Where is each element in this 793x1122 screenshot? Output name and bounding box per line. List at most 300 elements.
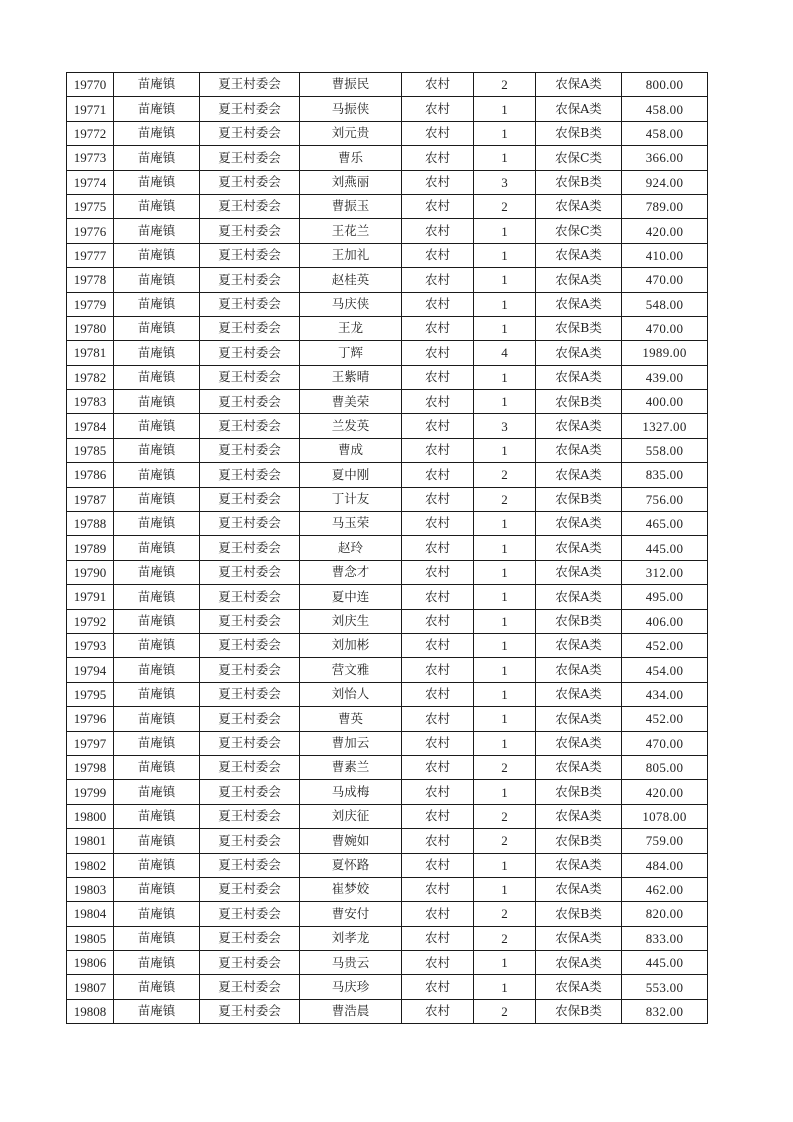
record-id-cell: 19798 — [67, 755, 114, 779]
person-name-cell: 曹念才 — [300, 560, 402, 584]
person-name-cell: 刘庆征 — [300, 804, 402, 828]
person-name-cell: 刘元贵 — [300, 121, 402, 145]
household-count-cell: 1 — [474, 853, 536, 877]
area-type-cell: 农村 — [402, 707, 474, 731]
amount-cell: 420.00 — [622, 219, 708, 243]
area-type-cell: 农村 — [402, 755, 474, 779]
village-committee-cell: 夏王村委会 — [200, 316, 300, 340]
table-row — [67, 731, 708, 755]
table-row — [67, 877, 708, 901]
household-count-cell: 1 — [474, 512, 536, 536]
town-cell: 苗庵镇 — [114, 219, 200, 243]
record-id-cell: 19793 — [67, 633, 114, 657]
area-type-cell: 农村 — [402, 243, 474, 267]
amount-cell: 420.00 — [622, 780, 708, 804]
table-row — [67, 463, 708, 487]
town-cell: 苗庵镇 — [114, 243, 200, 267]
person-name-cell: 曹安付 — [300, 902, 402, 926]
amount-cell: 470.00 — [622, 316, 708, 340]
person-name-cell: 马成梅 — [300, 780, 402, 804]
village-committee-cell: 夏王村委会 — [200, 975, 300, 999]
household-count-cell: 1 — [474, 146, 536, 170]
record-id-cell: 19799 — [67, 780, 114, 804]
town-cell: 苗庵镇 — [114, 438, 200, 462]
village-committee-cell: 夏王村委会 — [200, 707, 300, 731]
amount-cell: 312.00 — [622, 560, 708, 584]
town-cell: 苗庵镇 — [114, 829, 200, 853]
insurance-category-cell: 农保A类 — [536, 633, 622, 657]
household-count-cell: 3 — [474, 414, 536, 438]
household-count-cell: 1 — [474, 316, 536, 340]
insurance-category-cell: 农保A类 — [536, 97, 622, 121]
record-id-cell: 19779 — [67, 292, 114, 316]
area-type-cell: 农村 — [402, 146, 474, 170]
village-committee-cell: 夏王村委会 — [200, 999, 300, 1023]
table-row — [67, 975, 708, 999]
area-type-cell: 农村 — [402, 390, 474, 414]
table-row — [67, 609, 708, 633]
insurance-category-cell: 农保B类 — [536, 902, 622, 926]
insurance-category-cell: 农保A类 — [536, 585, 622, 609]
town-cell: 苗庵镇 — [114, 121, 200, 145]
person-name-cell: 曹美荣 — [300, 390, 402, 414]
insurance-category-cell: 农保A类 — [536, 560, 622, 584]
village-committee-cell: 夏王村委会 — [200, 951, 300, 975]
table-row — [67, 341, 708, 365]
village-committee-cell: 夏王村委会 — [200, 536, 300, 560]
amount-cell: 1989.00 — [622, 341, 708, 365]
village-committee-cell: 夏王村委会 — [200, 487, 300, 511]
amount-cell: 452.00 — [622, 707, 708, 731]
person-name-cell: 夏中连 — [300, 585, 402, 609]
person-name-cell: 王紫晴 — [300, 365, 402, 389]
person-name-cell: 马庆侠 — [300, 292, 402, 316]
village-committee-cell: 夏王村委会 — [200, 194, 300, 218]
table-row — [67, 853, 708, 877]
amount-cell: 924.00 — [622, 170, 708, 194]
record-id-cell: 19801 — [67, 829, 114, 853]
household-count-cell: 2 — [474, 902, 536, 926]
area-type-cell: 农村 — [402, 633, 474, 657]
town-cell: 苗庵镇 — [114, 999, 200, 1023]
household-count-cell: 1 — [474, 536, 536, 560]
person-name-cell: 夏怀路 — [300, 853, 402, 877]
table-row — [67, 97, 708, 121]
insurance-category-cell: 农保B类 — [536, 316, 622, 340]
insurance-category-cell: 农保A类 — [536, 731, 622, 755]
amount-cell: 434.00 — [622, 682, 708, 706]
table-row — [67, 268, 708, 292]
record-id-cell: 19804 — [67, 902, 114, 926]
person-name-cell: 刘加彬 — [300, 633, 402, 657]
town-cell: 苗庵镇 — [114, 755, 200, 779]
area-type-cell: 农村 — [402, 560, 474, 584]
person-name-cell: 曹素兰 — [300, 755, 402, 779]
household-count-cell: 1 — [474, 365, 536, 389]
person-name-cell: 马贵云 — [300, 951, 402, 975]
town-cell: 苗庵镇 — [114, 170, 200, 194]
household-count-cell: 1 — [474, 877, 536, 901]
amount-cell: 458.00 — [622, 97, 708, 121]
village-committee-cell: 夏王村委会 — [200, 365, 300, 389]
amount-cell: 445.00 — [622, 536, 708, 560]
insurance-category-cell: 农保A类 — [536, 512, 622, 536]
area-type-cell: 农村 — [402, 268, 474, 292]
table-row — [67, 365, 708, 389]
amount-cell: 406.00 — [622, 609, 708, 633]
person-name-cell: 曹婉如 — [300, 829, 402, 853]
record-id-cell: 19802 — [67, 853, 114, 877]
record-id-cell: 19790 — [67, 560, 114, 584]
area-type-cell: 农村 — [402, 853, 474, 877]
area-type-cell: 农村 — [402, 97, 474, 121]
village-committee-cell: 夏王村委会 — [200, 658, 300, 682]
person-name-cell: 刘孝龙 — [300, 926, 402, 950]
household-count-cell: 1 — [474, 780, 536, 804]
record-id-cell: 19783 — [67, 390, 114, 414]
record-id-cell: 19785 — [67, 438, 114, 462]
amount-cell: 454.00 — [622, 658, 708, 682]
village-committee-cell: 夏王村委会 — [200, 292, 300, 316]
table-row — [67, 512, 708, 536]
record-id-cell: 19774 — [67, 170, 114, 194]
insurance-category-cell: 农保A类 — [536, 536, 622, 560]
household-count-cell: 2 — [474, 463, 536, 487]
area-type-cell: 农村 — [402, 731, 474, 755]
village-committee-cell: 夏王村委会 — [200, 560, 300, 584]
village-committee-cell: 夏王村委会 — [200, 268, 300, 292]
person-name-cell: 曹振民 — [300, 73, 402, 97]
insurance-category-cell: 农保A类 — [536, 755, 622, 779]
village-committee-cell: 夏王村委会 — [200, 146, 300, 170]
village-committee-cell: 夏王村委会 — [200, 682, 300, 706]
amount-cell: 410.00 — [622, 243, 708, 267]
table-row — [67, 121, 708, 145]
household-count-cell: 2 — [474, 194, 536, 218]
town-cell: 苗庵镇 — [114, 292, 200, 316]
area-type-cell: 农村 — [402, 219, 474, 243]
insurance-category-cell: 农保B类 — [536, 170, 622, 194]
town-cell: 苗庵镇 — [114, 804, 200, 828]
amount-cell: 470.00 — [622, 268, 708, 292]
insurance-category-cell: 农保B类 — [536, 609, 622, 633]
record-id-cell: 19787 — [67, 487, 114, 511]
insurance-category-cell: 农保A类 — [536, 707, 622, 731]
town-cell: 苗庵镇 — [114, 877, 200, 901]
person-name-cell: 曹乐 — [300, 146, 402, 170]
household-count-cell: 1 — [474, 951, 536, 975]
village-committee-cell: 夏王村委会 — [200, 414, 300, 438]
record-id-cell: 19784 — [67, 414, 114, 438]
person-name-cell: 刘怡人 — [300, 682, 402, 706]
insurance-category-cell: 农保A类 — [536, 365, 622, 389]
table-row — [67, 414, 708, 438]
household-count-cell: 1 — [474, 658, 536, 682]
area-type-cell: 农村 — [402, 292, 474, 316]
insurance-category-cell: 农保A类 — [536, 658, 622, 682]
table-row — [67, 194, 708, 218]
table-row — [67, 243, 708, 267]
insurance-category-cell: 农保A类 — [536, 268, 622, 292]
area-type-cell: 农村 — [402, 341, 474, 365]
area-type-cell: 农村 — [402, 804, 474, 828]
record-id-cell: 19782 — [67, 365, 114, 389]
area-type-cell: 农村 — [402, 487, 474, 511]
area-type-cell: 农村 — [402, 170, 474, 194]
amount-cell: 789.00 — [622, 194, 708, 218]
person-name-cell: 曹振玉 — [300, 194, 402, 218]
town-cell: 苗庵镇 — [114, 707, 200, 731]
person-name-cell: 刘燕丽 — [300, 170, 402, 194]
record-id-cell: 19796 — [67, 707, 114, 731]
insurance-category-cell: 农保A类 — [536, 877, 622, 901]
village-committee-cell: 夏王村委会 — [200, 219, 300, 243]
village-committee-cell: 夏王村委会 — [200, 829, 300, 853]
area-type-cell: 农村 — [402, 536, 474, 560]
amount-cell: 756.00 — [622, 487, 708, 511]
village-committee-cell: 夏王村委会 — [200, 804, 300, 828]
amount-cell: 800.00 — [622, 73, 708, 97]
household-count-cell: 1 — [474, 585, 536, 609]
town-cell: 苗庵镇 — [114, 463, 200, 487]
record-id-cell: 19771 — [67, 97, 114, 121]
town-cell: 苗庵镇 — [114, 365, 200, 389]
person-name-cell: 兰发英 — [300, 414, 402, 438]
person-name-cell: 马振侠 — [300, 97, 402, 121]
household-count-cell: 1 — [474, 390, 536, 414]
insurance-category-cell: 农保A类 — [536, 438, 622, 462]
amount-cell: 458.00 — [622, 121, 708, 145]
area-type-cell: 农村 — [402, 682, 474, 706]
person-name-cell: 马庆珍 — [300, 975, 402, 999]
amount-cell: 1327.00 — [622, 414, 708, 438]
household-count-cell: 2 — [474, 73, 536, 97]
insurance-category-cell: 农保A类 — [536, 341, 622, 365]
insurance-category-cell: 农保B类 — [536, 829, 622, 853]
person-name-cell: 曹浩晨 — [300, 999, 402, 1023]
household-count-cell: 3 — [474, 170, 536, 194]
record-id-cell: 19808 — [67, 999, 114, 1023]
insurance-category-cell: 农保A类 — [536, 194, 622, 218]
amount-cell: 366.00 — [622, 146, 708, 170]
table-row — [67, 487, 708, 511]
household-count-cell: 2 — [474, 999, 536, 1023]
person-name-cell: 崔梦姣 — [300, 877, 402, 901]
area-type-cell: 农村 — [402, 780, 474, 804]
table-row — [67, 707, 708, 731]
insurance-category-cell: 农保A类 — [536, 975, 622, 999]
person-name-cell: 曹英 — [300, 707, 402, 731]
village-committee-cell: 夏王村委会 — [200, 609, 300, 633]
amount-cell: 462.00 — [622, 877, 708, 901]
town-cell: 苗庵镇 — [114, 658, 200, 682]
insurance-category-cell: 农保A类 — [536, 414, 622, 438]
table-row — [67, 755, 708, 779]
insurance-category-cell: 农保B类 — [536, 121, 622, 145]
table-row — [67, 585, 708, 609]
household-count-cell: 2 — [474, 926, 536, 950]
area-type-cell: 农村 — [402, 316, 474, 340]
person-name-cell: 王龙 — [300, 316, 402, 340]
town-cell: 苗庵镇 — [114, 560, 200, 584]
person-name-cell: 赵玲 — [300, 536, 402, 560]
amount-cell: 548.00 — [622, 292, 708, 316]
table-row — [67, 999, 708, 1023]
person-name-cell: 王花兰 — [300, 219, 402, 243]
town-cell: 苗庵镇 — [114, 316, 200, 340]
household-count-cell: 1 — [474, 292, 536, 316]
household-count-cell: 2 — [474, 829, 536, 853]
town-cell: 苗庵镇 — [114, 341, 200, 365]
village-committee-cell: 夏王村委会 — [200, 73, 300, 97]
amount-cell: 759.00 — [622, 829, 708, 853]
household-count-cell: 4 — [474, 341, 536, 365]
amount-cell: 445.00 — [622, 951, 708, 975]
village-committee-cell: 夏王村委会 — [200, 877, 300, 901]
household-count-cell: 2 — [474, 804, 536, 828]
record-id-cell: 19778 — [67, 268, 114, 292]
table-row — [67, 804, 708, 828]
insurance-category-cell: 农保A类 — [536, 243, 622, 267]
table-row — [67, 170, 708, 194]
village-committee-cell: 夏王村委会 — [200, 633, 300, 657]
person-name-cell: 丁计友 — [300, 487, 402, 511]
area-type-cell: 农村 — [402, 951, 474, 975]
town-cell: 苗庵镇 — [114, 487, 200, 511]
record-id-cell: 19780 — [67, 316, 114, 340]
record-id-cell: 19800 — [67, 804, 114, 828]
town-cell: 苗庵镇 — [114, 73, 200, 97]
record-id-cell: 19770 — [67, 73, 114, 97]
amount-cell: 820.00 — [622, 902, 708, 926]
insurance-category-cell: 农保B类 — [536, 390, 622, 414]
record-id-cell: 19795 — [67, 682, 114, 706]
household-count-cell: 1 — [474, 731, 536, 755]
table-row — [67, 633, 708, 657]
amount-cell: 495.00 — [622, 585, 708, 609]
household-count-cell: 1 — [474, 121, 536, 145]
area-type-cell: 农村 — [402, 414, 474, 438]
record-id-cell: 19806 — [67, 951, 114, 975]
village-committee-cell: 夏王村委会 — [200, 926, 300, 950]
area-type-cell: 农村 — [402, 877, 474, 901]
area-type-cell: 农村 — [402, 926, 474, 950]
record-id-cell: 19776 — [67, 219, 114, 243]
village-committee-cell: 夏王村委会 — [200, 341, 300, 365]
record-id-cell: 19789 — [67, 536, 114, 560]
town-cell: 苗庵镇 — [114, 902, 200, 926]
data-table — [66, 72, 708, 1024]
amount-cell: 484.00 — [622, 853, 708, 877]
amount-cell: 1078.00 — [622, 804, 708, 828]
household-count-cell: 1 — [474, 707, 536, 731]
person-name-cell: 夏中刚 — [300, 463, 402, 487]
household-count-cell: 1 — [474, 609, 536, 633]
table-row — [67, 146, 708, 170]
village-committee-cell: 夏王村委会 — [200, 755, 300, 779]
amount-cell: 558.00 — [622, 438, 708, 462]
household-count-cell: 1 — [474, 682, 536, 706]
table-row — [67, 926, 708, 950]
amount-cell: 832.00 — [622, 999, 708, 1023]
amount-cell: 833.00 — [622, 926, 708, 950]
insurance-category-cell: 农保B类 — [536, 780, 622, 804]
person-name-cell: 曹加云 — [300, 731, 402, 755]
area-type-cell: 农村 — [402, 999, 474, 1023]
household-count-cell: 2 — [474, 755, 536, 779]
town-cell: 苗庵镇 — [114, 146, 200, 170]
village-committee-cell: 夏王村委会 — [200, 585, 300, 609]
household-count-cell: 1 — [474, 560, 536, 584]
town-cell: 苗庵镇 — [114, 194, 200, 218]
amount-cell: 439.00 — [622, 365, 708, 389]
record-id-cell: 19807 — [67, 975, 114, 999]
town-cell: 苗庵镇 — [114, 97, 200, 121]
record-id-cell: 19772 — [67, 121, 114, 145]
town-cell: 苗庵镇 — [114, 926, 200, 950]
area-type-cell: 农村 — [402, 438, 474, 462]
table-row — [67, 902, 708, 926]
table-row — [67, 780, 708, 804]
insurance-category-cell: 农保B类 — [536, 487, 622, 511]
person-name-cell: 刘庆生 — [300, 609, 402, 633]
village-committee-cell: 夏王村委会 — [200, 853, 300, 877]
village-committee-cell: 夏王村委会 — [200, 731, 300, 755]
table-row — [67, 73, 708, 97]
town-cell: 苗庵镇 — [114, 951, 200, 975]
area-type-cell: 农村 — [402, 73, 474, 97]
town-cell: 苗庵镇 — [114, 414, 200, 438]
record-id-cell: 19805 — [67, 926, 114, 950]
record-id-cell: 19792 — [67, 609, 114, 633]
household-count-cell: 1 — [474, 219, 536, 243]
village-committee-cell: 夏王村委会 — [200, 780, 300, 804]
town-cell: 苗庵镇 — [114, 975, 200, 999]
amount-cell: 805.00 — [622, 755, 708, 779]
village-committee-cell: 夏王村委会 — [200, 438, 300, 462]
area-type-cell: 农村 — [402, 829, 474, 853]
person-name-cell: 马玉荣 — [300, 512, 402, 536]
insurance-category-cell: 农保A类 — [536, 804, 622, 828]
town-cell: 苗庵镇 — [114, 585, 200, 609]
table-row — [67, 829, 708, 853]
table-row — [67, 658, 708, 682]
town-cell: 苗庵镇 — [114, 853, 200, 877]
person-name-cell: 营文雅 — [300, 658, 402, 682]
area-type-cell: 农村 — [402, 975, 474, 999]
amount-cell: 465.00 — [622, 512, 708, 536]
town-cell: 苗庵镇 — [114, 268, 200, 292]
insurance-category-cell: 农保A类 — [536, 292, 622, 316]
table-row — [67, 560, 708, 584]
area-type-cell: 农村 — [402, 194, 474, 218]
record-id-cell: 19777 — [67, 243, 114, 267]
table-body — [67, 73, 708, 1024]
insurance-category-cell: 农保A类 — [536, 853, 622, 877]
amount-cell: 400.00 — [622, 390, 708, 414]
area-type-cell: 农村 — [402, 463, 474, 487]
town-cell: 苗庵镇 — [114, 682, 200, 706]
village-committee-cell: 夏王村委会 — [200, 512, 300, 536]
table-row — [67, 951, 708, 975]
table-row — [67, 390, 708, 414]
area-type-cell: 农村 — [402, 902, 474, 926]
record-id-cell: 19786 — [67, 463, 114, 487]
amount-cell: 452.00 — [622, 633, 708, 657]
person-name-cell: 王加礼 — [300, 243, 402, 267]
person-name-cell: 曹成 — [300, 438, 402, 462]
village-committee-cell: 夏王村委会 — [200, 97, 300, 121]
